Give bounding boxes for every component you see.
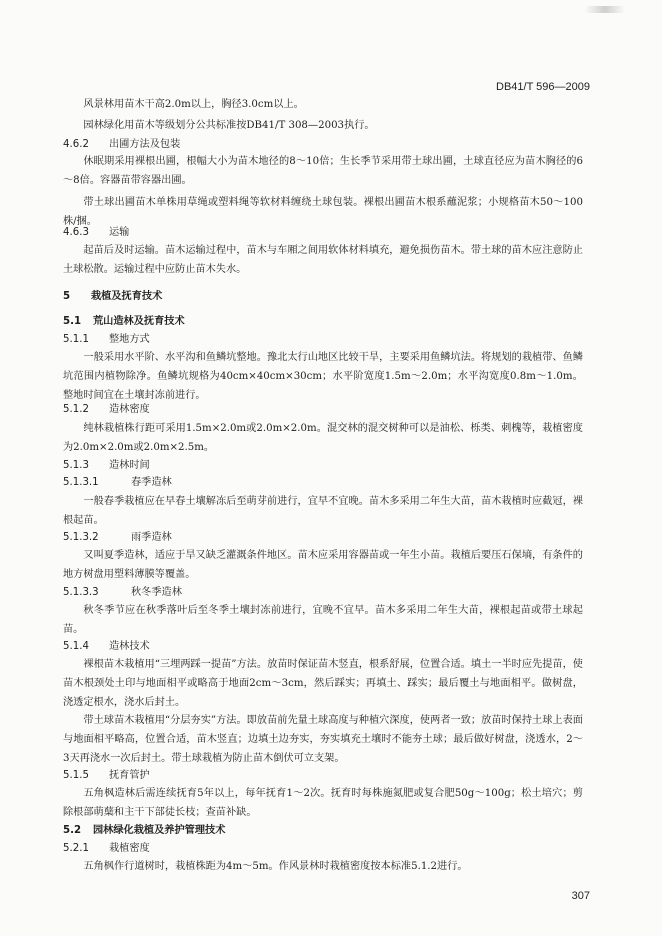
section-number: 5.1.2 — [63, 404, 89, 415]
section-title: 出圃方法及包装 — [109, 139, 181, 150]
paragraph: 一般春季栽植应在早春土壤解冻后至萌芽前进行，宜早不宜晚。苗木多采用二年生大苗，苗木栽植时应截冠，裸根起苗。 — [63, 496, 583, 526]
section-title: 整地方式 — [109, 334, 150, 345]
section-heading — [63, 457, 583, 475]
section-number: 5.2 — [63, 825, 82, 836]
section-title: 春季造林 — [131, 477, 172, 488]
section-heading — [63, 840, 583, 858]
section-number: 5.1.1 — [63, 334, 89, 345]
paragraph: 五角枫造林后需连续抚育5年以上，每年抚育1～2次。抚育时每株施氮肥或复合肥50g～100g；松土培穴；剪除根部萌蘖和主干下部徒长枝；查苗补缺。 — [63, 788, 583, 818]
section-heading — [63, 136, 583, 154]
section-heading — [63, 288, 583, 306]
section-heading — [63, 224, 583, 242]
paragraph: 五角枫作行道树时，栽植株距为4m～5m。作风景林时栽植密度按本标准5.1.2进行。 — [83, 861, 468, 872]
section-number: 5.1.5 — [63, 770, 89, 781]
section-title: 造林时间 — [109, 460, 150, 471]
section-heading — [63, 767, 583, 785]
section-title: 栽植及抚育技术 — [91, 291, 163, 302]
section-title: 荒山造林及抚育技术 — [93, 316, 185, 327]
section-title: 栽植密度 — [109, 843, 150, 854]
section-title: 造林密度 — [109, 404, 150, 415]
paragraph: 风景林用苗木干高2.0m以上，胸径3.0cm以上。 — [83, 99, 304, 110]
paragraph: 秋冬季节应在秋季落叶后至冬季土壤封冻前进行，宜晚不宜早。苗木多采用二年生大苗，裸根起苗或带土球起苗。 — [63, 605, 583, 635]
section-number: 5.1.3 — [63, 460, 89, 471]
section-heading — [63, 313, 583, 331]
section-heading — [63, 584, 583, 602]
paragraph: 一般采用水平阶、水平沟和鱼鳞坑整地。豫北太行山地区比较干旱，主要采用鱼鳞坑法。将规划的栽植带、鱼鳞坑范围内植物除净。鱼鳞坑规格为40cm×40cm×30cm；水平阶宽度1.5m～2.0m；水平沟宽度0.8m～1.0m。整地时间宜在土壤封冻前进行。 — [63, 352, 583, 401]
paragraph: 纯林栽植株行距可采用1.5m×2.0m或2.0m×2.0m。混交林的混交树种可以是油松、栎类、刺槐等，栽植密度为2.0m×2.0m或2.0m×2.5m。 — [63, 423, 583, 453]
section-number: 5.1.4 — [63, 641, 89, 652]
section-title: 抚育管护 — [109, 770, 150, 781]
paragraph: 又叫夏季造林，适应于旱又缺乏灌溉条件地区。苗木应采用容器苗或一年生小苗。栽植后要压石保墒，有条件的地方树盘用塑料薄膜等覆盖。 — [63, 550, 583, 580]
section-number: 5.1.3.3 — [63, 587, 99, 598]
section-number: 5.2.1 — [63, 843, 89, 854]
section-title: 造林技术 — [109, 641, 150, 652]
paragraph: 起苗后及时运输。苗木运输过程中，苗木与车厢之间用软体材料填充，避免损伤苗木。带土球的苗木应注意防止土球松散。运输过程中应防止苗木失水。 — [63, 245, 583, 275]
paragraph: 裸根苗木栽植用“三埋两踩一提苗”方法。放苗时保证苗木竖直，根系舒展，位置合适。填土一半时应先提苗，使苗木根颈处土印与地面相平或略高于地面2cm～3cm，然后踩实；再填土、踩实；最后覆土与地面相平。做树盘，浇透定根水，浇水后封土。 — [63, 659, 583, 708]
section-title: 秋冬季造林 — [131, 587, 182, 598]
section-number: 5.1.3.2 — [63, 532, 99, 543]
section-number: 5.1.3.1 — [63, 477, 99, 488]
section-heading — [63, 474, 583, 492]
section-number: 4.6.3 — [63, 227, 89, 238]
section-heading — [63, 401, 583, 419]
paragraph: 带土球出圃苗木单株用草绳或塑料绳等软材料缠绕土球包装。裸根出圃苗木根系蘸泥浆；小规格苗木50～100株/捆。 — [63, 197, 583, 227]
section-heading — [63, 822, 583, 840]
section-number: 5 — [63, 291, 71, 302]
section-title: 运输 — [109, 227, 130, 238]
section-heading — [63, 529, 583, 547]
page-number: 307 — [571, 890, 590, 902]
section-number: 5.1 — [63, 316, 82, 327]
paragraph: 休眠期采用裸根出圃，根幅大小为苗木地径的8～10倍；生长季节采用带土球出圃，土球直径应为苗木胸径的6～8倍。容器苗带容器出圃。 — [63, 156, 583, 186]
section-heading — [63, 638, 583, 656]
section-title: 园林绿化栽植及养护管理技术 — [93, 825, 226, 836]
scan-smudge — [585, 6, 625, 13]
paragraph: 带土球苗木栽植用“分层夯实”方法。即放苗前先量土球高度与种植穴深度，使两者一致；放苗时保持土球上表面与地面相平略高，位置合适，苗木竖直；边填土边夯实，夯实填充土壤时不能夯土球；最后做好树盘，浇透水，2～3天再浇水一次后封土。带土球栽植为防止苗木倒伏可立支架。 — [63, 715, 583, 764]
standard-code: DB41/T 596—2009 — [496, 81, 590, 93]
section-number: 4.6.2 — [63, 139, 89, 150]
section-title: 雨季造林 — [131, 532, 172, 543]
paragraph: 园林绿化用苗木等级划分公共标准按DB41/T 308—2003执行。 — [83, 120, 375, 131]
section-heading — [63, 331, 583, 349]
